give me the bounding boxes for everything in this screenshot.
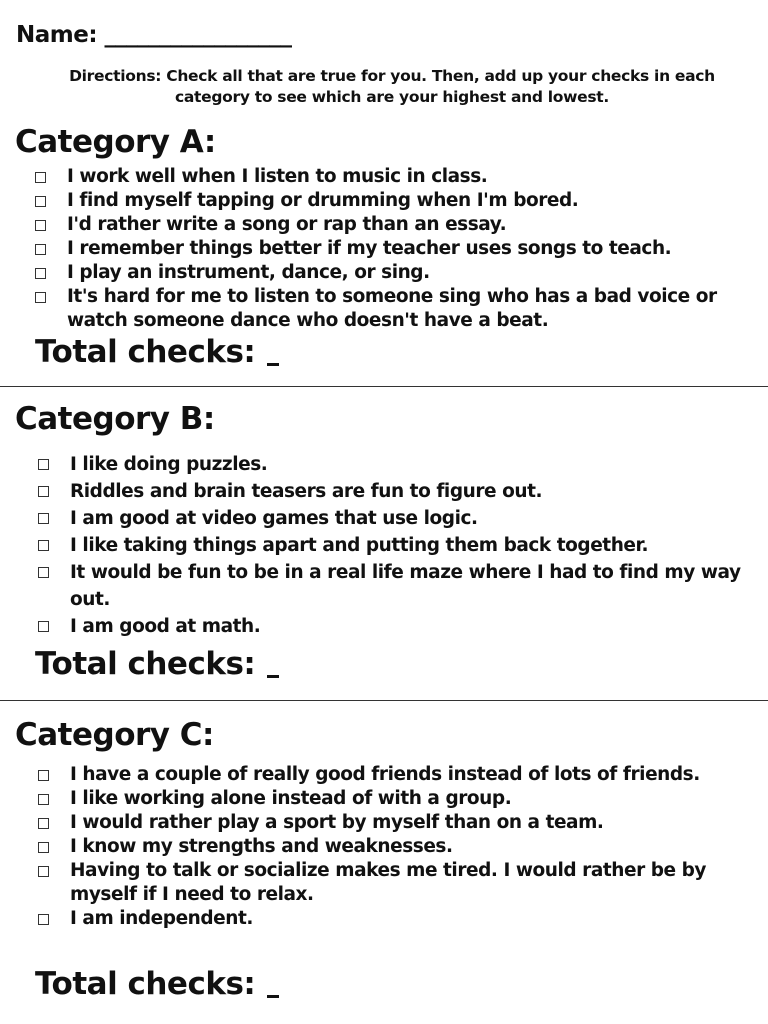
- checklist-item-label: I would rather play a sport by myself than on a team.: [70, 812, 604, 833]
- checklist-item-label: I find myself tapping or drumming when I'm bored.: [67, 190, 579, 211]
- checklist-item-label: I play an instrument, dance, or sing.: [67, 262, 430, 283]
- checkbox[interactable]: [38, 513, 49, 524]
- checklist-item-label: I'd rather write a song or rap than an essay.: [67, 214, 507, 235]
- checklist-item-label: It would be fun to be in a real life maze where I had to find my way out.: [70, 562, 741, 610]
- checkbox[interactable]: [38, 621, 49, 632]
- checklist-item: [38, 559, 748, 613]
- checklist-item: [38, 835, 758, 859]
- category-b-checklist: [38, 451, 748, 640]
- checklist-item-label: I am independent.: [70, 908, 253, 929]
- total-checks-blank[interactable]: [267, 363, 279, 366]
- category-a-title: Category A:: [15, 124, 216, 160]
- checkbox[interactable]: [35, 196, 46, 207]
- checklist-item-label: I am good at math.: [70, 616, 261, 637]
- category-c-title: Category C:: [15, 717, 214, 753]
- total-checks-blank[interactable]: [267, 995, 279, 998]
- checklist-item-label: I know my strengths and weaknesses.: [70, 836, 453, 857]
- checklist-item-label: I like doing puzzles.: [70, 454, 268, 475]
- checklist-item: [38, 613, 748, 640]
- checklist-item-label: I remember things better if my teacher uses songs to teach.: [67, 238, 672, 259]
- total-checks-label: Total checks:: [35, 966, 256, 1002]
- category-a-total: [35, 334, 279, 370]
- total-checks-label: Total checks:: [35, 334, 256, 370]
- checklist-item: [38, 451, 748, 478]
- checkbox[interactable]: [35, 172, 46, 183]
- checklist-item-label: Riddles and brain teasers are fun to figure out.: [70, 481, 543, 502]
- checkbox[interactable]: [38, 842, 49, 853]
- checklist-item-label: I like working alone instead of with a group.: [70, 788, 512, 809]
- checklist-item: [35, 213, 755, 237]
- checkbox[interactable]: [35, 220, 46, 231]
- checklist-item-label: I like taking things apart and putting them back together.: [70, 535, 649, 556]
- category-a-checklist: [35, 165, 755, 333]
- checkbox[interactable]: [38, 540, 49, 551]
- section-divider: [0, 386, 768, 387]
- checklist-item: [38, 811, 758, 835]
- checkbox[interactable]: [38, 770, 49, 781]
- checklist-item: [38, 907, 758, 931]
- checklist-item: [35, 285, 755, 333]
- checkbox[interactable]: [38, 567, 49, 578]
- checkbox[interactable]: [38, 794, 49, 805]
- checklist-item: [38, 532, 748, 559]
- checkbox[interactable]: [38, 459, 49, 470]
- category-b-title: Category B:: [15, 401, 215, 437]
- section-divider: [0, 700, 768, 701]
- checklist-item: [38, 787, 758, 811]
- checklist-item: [35, 237, 755, 261]
- checklist-item-label: It's hard for me to listen to someone sing who has a bad voice or watch someone dance who doesn't have a beat.: [67, 286, 717, 331]
- category-c-checklist: [38, 763, 758, 931]
- name-field-label: Name: _________________: [16, 22, 292, 48]
- checklist-item: [38, 505, 748, 532]
- checkbox[interactable]: [35, 244, 46, 255]
- category-b-total: [35, 646, 279, 682]
- directions-text: Directions: Check all that are true for you. Then, add up your checks in each category to see which are your highest and lowest.: [69, 67, 715, 106]
- checklist-item: [38, 478, 748, 505]
- checklist-item-label: I have a couple of really good friends instead of lots of friends.: [70, 764, 700, 785]
- checklist-item: [35, 165, 755, 189]
- checkbox[interactable]: [38, 818, 49, 829]
- checklist-item-label: I work well when I listen to music in class.: [67, 166, 488, 187]
- checkbox[interactable]: [38, 866, 49, 877]
- total-checks-blank[interactable]: [267, 675, 279, 678]
- checklist-item: [38, 859, 758, 907]
- checklist-item: [38, 763, 758, 787]
- checklist-item: [35, 261, 755, 285]
- total-checks-label: Total checks:: [35, 646, 256, 682]
- category-c-total: [35, 966, 279, 1002]
- checkbox[interactable]: [35, 292, 46, 303]
- checklist-item: [35, 189, 755, 213]
- checklist-item-label: Having to talk or socialize makes me tired. I would rather be by myself if I need to relax.: [70, 860, 707, 905]
- checkbox[interactable]: [38, 914, 49, 925]
- checkbox[interactable]: [38, 486, 49, 497]
- checkbox[interactable]: [35, 268, 46, 279]
- checklist-item-label: I am good at video games that use logic.: [70, 508, 478, 529]
